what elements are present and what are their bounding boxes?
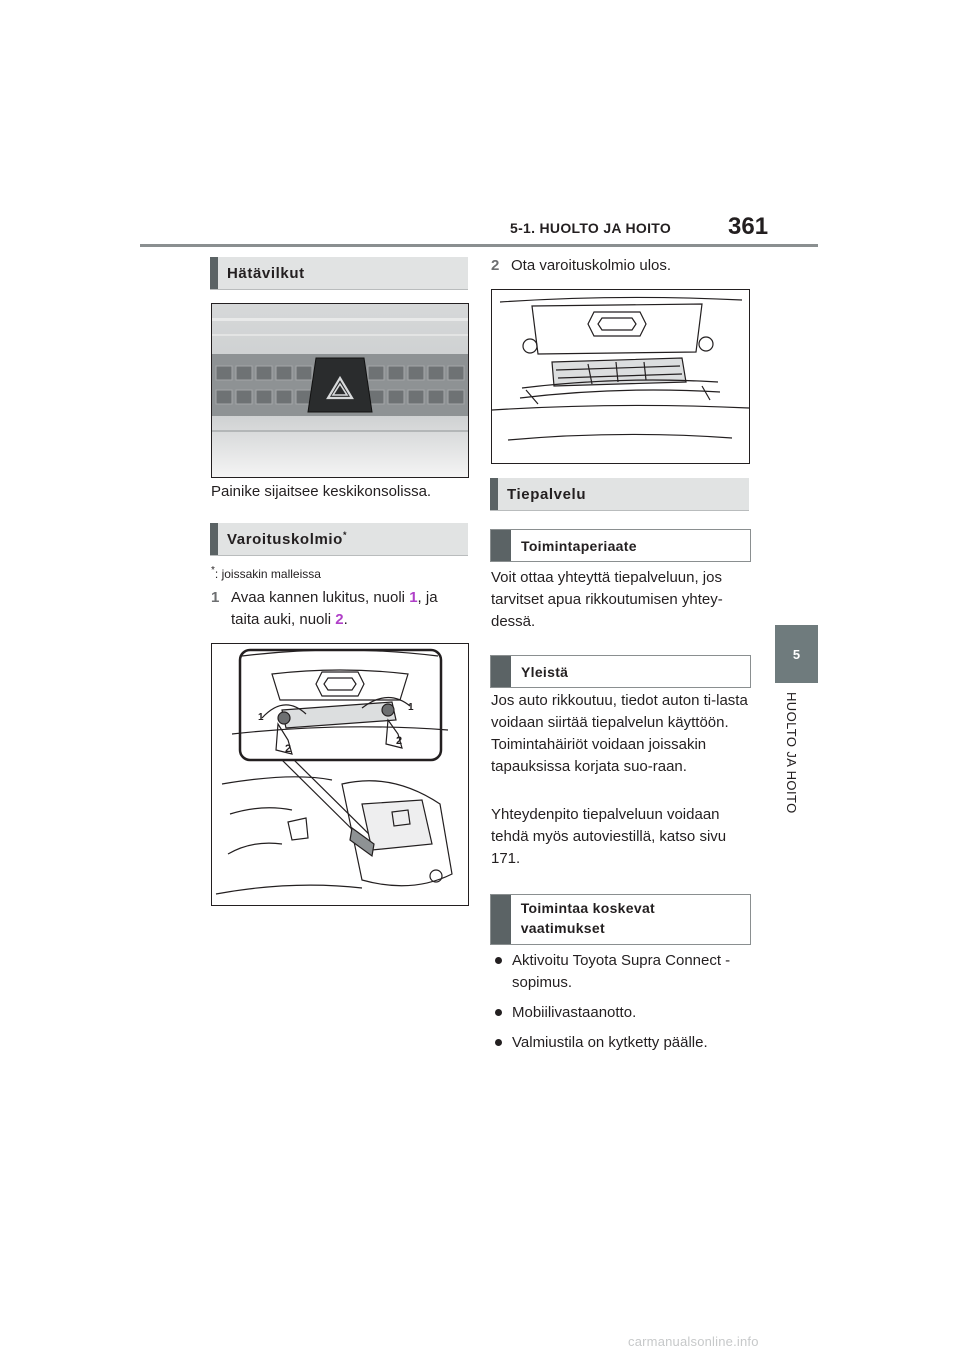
chapter-side-label: HUOLTO JA HOITO	[784, 692, 799, 814]
subheading-principle	[490, 529, 751, 562]
heading-bar	[210, 257, 218, 289]
subheading-requirements	[490, 894, 751, 945]
step-text: Ota varoituskolmio ulos.	[511, 257, 672, 274]
hazard-button-figure	[211, 303, 469, 478]
subheading-bar	[491, 530, 511, 561]
page-number: 361	[728, 213, 769, 240]
step-2	[491, 255, 751, 277]
section-heading-roadside	[490, 478, 749, 511]
svg-text:1: 1	[258, 712, 264, 723]
svg-text:2: 2	[285, 743, 292, 755]
subheading-text: Toimintaperiaate	[521, 538, 637, 554]
hazard-caption: Painike sijaitsee keskikonsolissa.	[211, 483, 432, 500]
heading-bar	[490, 478, 498, 510]
hazard-button-illustration	[212, 304, 468, 477]
trunk-lid-illustration	[212, 644, 468, 905]
heading-text: Varoituskolmio*	[227, 530, 348, 548]
step-number: 2	[491, 257, 500, 274]
trunk-lid-figure	[211, 643, 469, 906]
subheading-general	[490, 655, 751, 688]
section-heading-triangle	[210, 523, 468, 556]
list-item: Aktivoitu Toyota Supra Connect -sopimus.	[491, 950, 753, 994]
chapter-tab: 5	[775, 625, 818, 683]
svg-text:1: 1	[408, 702, 414, 713]
arrow-ref-1: 1	[409, 589, 418, 606]
watermark: carmanualsonline.info	[628, 1334, 759, 1349]
list-item: Mobiilivastaanotto.	[491, 1002, 753, 1024]
bullet-icon	[495, 1039, 502, 1046]
heading-text: Hätävilkut	[227, 264, 305, 282]
footnote-marker: *	[342, 530, 348, 540]
step-number: 1	[211, 589, 220, 606]
principle-text: Voit ottaa yhteyttä tiepalveluun, jos tarvitset apua rikkoutumisen yhtey-dessä.	[491, 569, 723, 630]
step-text: Avaa kannen lukitus, nuoli 1, ja taita auki, nuoli 2.	[231, 589, 438, 628]
step-1	[211, 587, 469, 631]
bullet-icon	[495, 1009, 502, 1016]
triangle-removal-illustration	[492, 290, 749, 463]
header-rule	[140, 244, 818, 247]
arrow-ref-2: 2	[335, 611, 344, 628]
triangle-removal-figure	[491, 289, 750, 464]
bullet-icon	[495, 957, 502, 964]
subheading-bar	[491, 895, 511, 944]
general-text-1: Jos auto rikkoutuu, tiedot auton ti-lasta voidaan siirtää tiepalvelun käyttöön. Toimintahäiriöt voidaan joissakin tapauksissa korjata suo-raan.	[491, 692, 748, 775]
subheading-text: Toimintaa koskevat vaatimukset	[520, 900, 655, 936]
svg-text:2: 2	[396, 735, 403, 747]
subheading-text: Yleistä	[521, 664, 569, 680]
section-heading-hazard	[210, 257, 468, 290]
heading-text: Tiepalvelu	[507, 485, 587, 503]
list-item: Valmiustila on kytketty päälle.	[491, 1032, 753, 1054]
subheading-bar	[491, 656, 511, 687]
general-text-2: Yhteydenpito tiepalveluun voidaan tehdä myös autoviestillä, katso sivu 171.	[491, 806, 727, 867]
availability-footnote: *: joissakin malleissa	[211, 565, 321, 581]
running-header-section: 5-1. HUOLTO JA HOITO	[510, 220, 672, 236]
requirements-list	[491, 950, 753, 1062]
heading-bar	[210, 523, 218, 555]
